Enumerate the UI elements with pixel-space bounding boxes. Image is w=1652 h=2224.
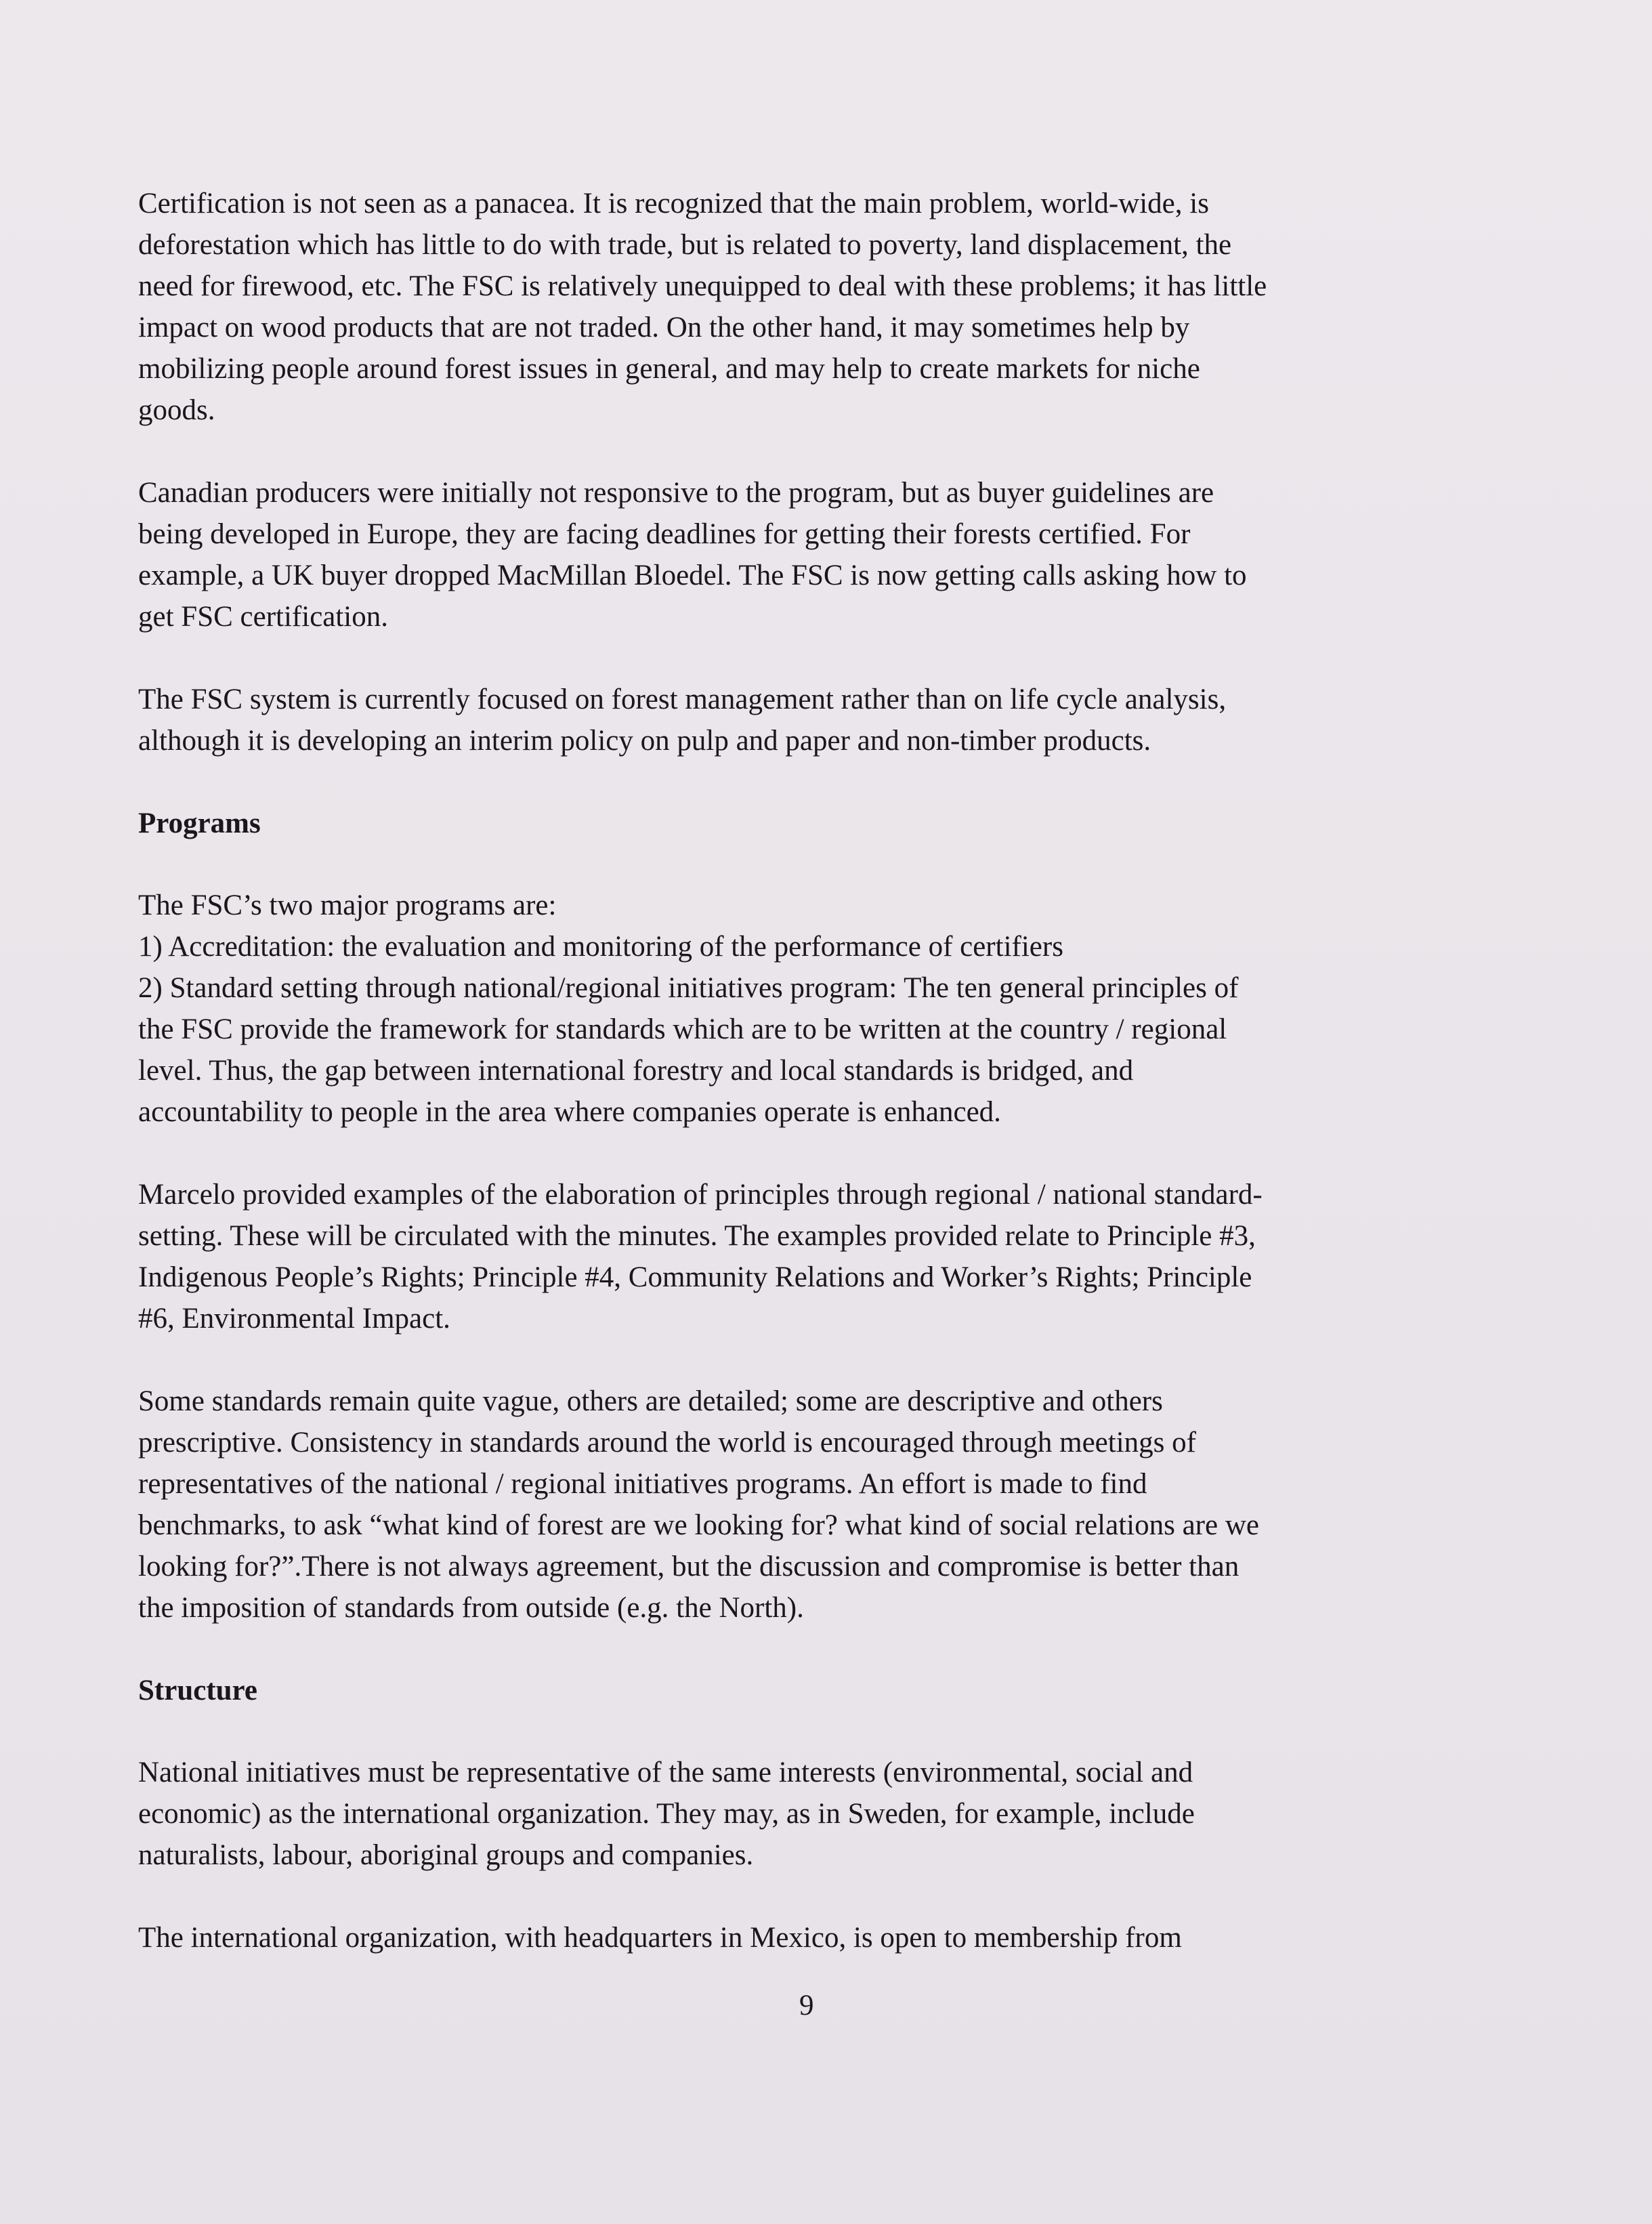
- paragraph-canadian-producers: Canadian producers were initially not responsive to the program, but as buyer guidelines are being developed in Europe, they are facing deadlines for getting their forests certified. For example, a UK buyer dropped MacMillan Bloedel. The FSC is now getting calls asking how to get FSC certification.: [138, 477, 1247, 633]
- page-number: 9: [799, 1990, 814, 2021]
- heading-structure: Structure: [138, 1675, 257, 1706]
- document-body: [138, 183, 1500, 1958]
- paragraph-fsc-system: The FSC system is currently focused on forest management rather than on life cycle analysis, although it is developing an interim policy on pulp and paper and non-timber products.: [138, 684, 1227, 757]
- paragraph-international-organization: The international organization, with headquarters in Mexico, is open to membership from: [138, 1922, 1182, 1954]
- paragraph-national-initiatives: National initiatives must be representative of the same interests (environmental, social and economic) as the international organization. They may, as in Sweden, for example, include naturalists, labour, aboriginal groups and companies.: [138, 1757, 1195, 1871]
- paragraph-marcelo-examples: Marcelo provided examples of the elaboration of principles through regional / national standard- setting. These will be circulated with the minutes. The examples provided relate to Principle #3, Indigenous People’s Rights; Principle #4, Community Relations and Worker’s Rights; Principle #6, Environmental Impact.: [138, 1179, 1263, 1335]
- paragraph-certification: Certification is not seen as a panacea. It is recognized that the main problem, world-wide, is deforestation which has little to do with trade, but is related to poverty, land displacement, the need for firewood, etc. The FSC is relatively unequipped to deal with these problems; it has little impact on wood products that are not traded. On the other hand, it may sometimes help by mobilizing people around forest issues in general, and may help to create markets for niche goods.: [138, 188, 1267, 426]
- heading-programs: Programs: [138, 807, 261, 839]
- paragraph-standards-consistency: Some standards remain quite vague, others are detailed; some are descriptive and others prescriptive. Consistency in standards around the world is encouraged through meetings of representatives of the national / regional initiatives programs. An effort is made to find benchmarks, to ask “what kind of forest are we looking for? what kind of social relations are we looking for?”.There is not always agreement, but the discussion and compromise is better than the imposition of standards from outside (e.g. the North).: [138, 1385, 1259, 1624]
- paragraph-major-programs: The FSC’s two major programs are: 1) Accreditation: the evaluation and monitoring of the performance of certifiers 2) Standard setting through national/regional initiatives program: The ten general principles of the FSC provide the framework for standards which are to be written at the country / regional level. Thus, the gap between international forestry and local standards is bridged, and accountability to people in the area where companies operate is enhanced.: [138, 889, 1239, 1128]
